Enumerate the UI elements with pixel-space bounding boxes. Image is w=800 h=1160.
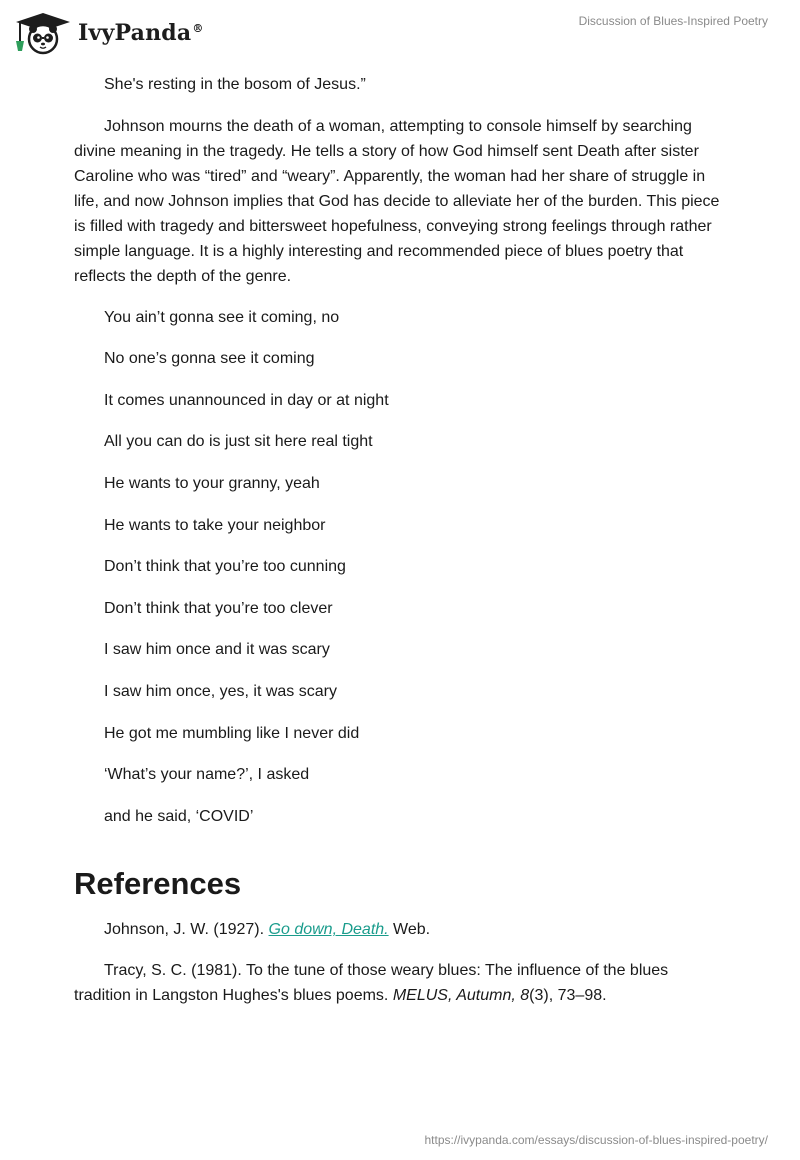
footer-url: https://ivypanda.com/essays/discussion-of-blues-inspired-poetry/ [424,1133,768,1147]
body-paragraph: Johnson mourns the death of a woman, attempting to console himself by searching divine meaning in the tragedy. He tells a story of how God himself sent Death after sister Caroline who was “tired” and “weary”. Apparently, the woman had her share of struggle in life, and now Johnson implies that God has decide to alleviate her of the burden. This piece is filled with tragedy and bittersweet hopefulness, conveying strong feelings through rather simple language. It is a highly interesting and recommended piece of blues poetry that reflects the depth of the genre. [74,117,720,285]
poem-line: No one’s gonna see it coming [104,350,315,368]
poem-line: I saw him once, yes, it was scary [104,682,337,700]
reference-text: Web. [388,921,431,939]
reference-text: Tracy, S. C. (1981). To the tune of those weary blues: The influence of the blues tradition in Langston Hughes's blues poems. [74,962,669,1005]
reference-entry [74,958,724,1008]
poem-line: He got me mumbling like I never did [104,724,360,742]
poem-line: You ain’t gonna see it coming, no [104,308,340,326]
reference-entry [74,917,724,942]
poem-line: and he said, ‘COVID’ [104,807,254,825]
panda-graduate-icon [14,11,72,55]
poem [74,305,724,846]
poem-line: It comes unannounced in day or at night [104,391,389,409]
reference-journal: MELUS, Autumn, 8 [392,987,530,1005]
poem-line: Don’t think that you’re too clever [104,599,333,617]
poem-line: All you can do is just sit here real tight [104,433,373,451]
site-logo[interactable] [14,8,204,58]
poem-line: I saw him once and it was scary [104,641,330,659]
references-heading: References [74,866,242,902]
poem-line: He wants to your granny, yeah [104,474,320,492]
poem-line: ‘What’s your name?’, I asked [104,766,310,784]
essay-content [74,72,724,1024]
logo-text: IvyPanda® [78,20,204,46]
poem-line: Don’t think that you’re too cunning [104,558,346,576]
document-title: Discussion of Blues-Inspired Poetry [578,14,768,28]
reference-text: Johnson, J. W. (1927). [104,921,269,939]
poem-line: She's resting in the bosom of Jesus.” [104,76,366,93]
reference-link[interactable]: Go down, Death. [268,921,389,939]
reference-text: (3), 73–98. [529,987,607,1005]
poem-line: He wants to take your neighbor [104,516,326,534]
